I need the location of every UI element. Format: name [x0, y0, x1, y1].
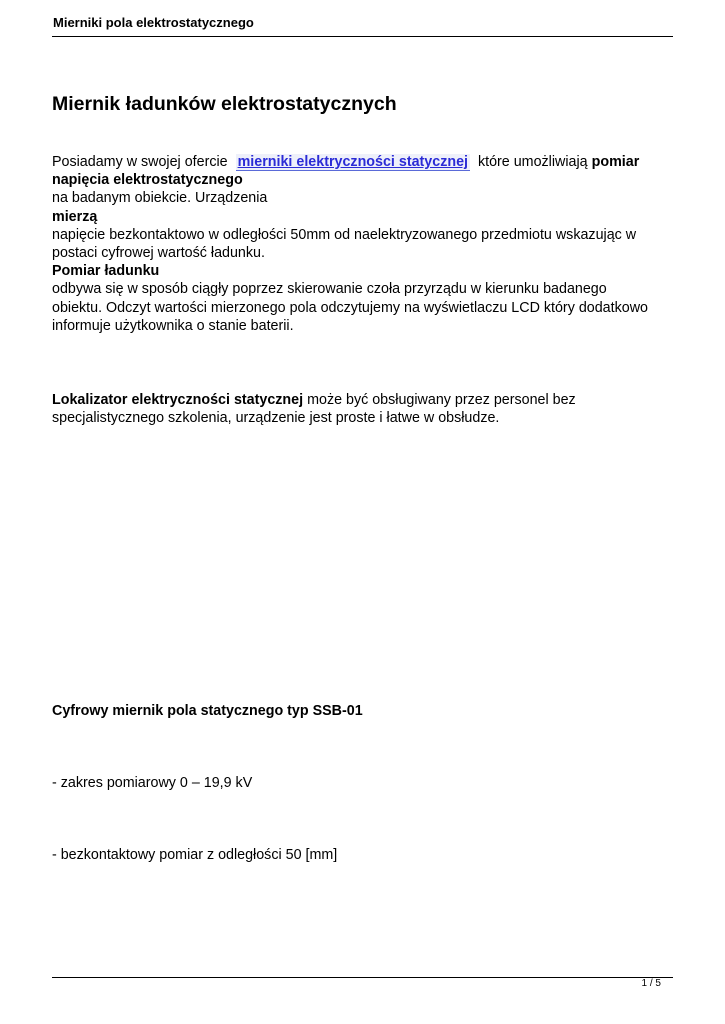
header-divider [52, 36, 673, 37]
text-line: specjalistycznego szkolenia, urządzenie jest proste i łatwe w obsłudze. [52, 410, 500, 427]
locator-paragraph [52, 391, 672, 427]
page-title: Miernik ładunków elektrostatycznych [52, 93, 397, 115]
text-line [52, 391, 672, 409]
bold-line: napięcia elektrostatycznego [52, 172, 243, 189]
text-line [52, 153, 672, 171]
page-number: 1 / 5 [641, 978, 661, 989]
text-segment: Posiadamy w swojej ofercie [52, 154, 228, 170]
running-header: Mierniki pola elektrostatycznego [53, 15, 254, 30]
text-line: odbywa się w sposób ciągły poprzez skierowanie czoła przyrządu w kierunku badanego [52, 281, 607, 298]
text-segment: może być obsługiwany przez personel bez [307, 392, 576, 408]
text-line: na badanym obiekcie. Urządzenia [52, 190, 268, 207]
text-segment: które umożliwiają [477, 154, 588, 170]
spec-item: - zakres pomiarowy 0 – 19,9 kV [52, 775, 253, 791]
product-heading: Cyfrowy miernik pola statycznego typ SSB-01 [52, 703, 363, 719]
footer-divider [52, 977, 673, 978]
static-electricity-meters-link[interactable]: mierniki elektryczności statycznej [237, 154, 469, 170]
bold-text: pomiar [591, 154, 640, 170]
text-line: obiektu. Odczyt wartości mierzonego pola odczytujemy na wyświetlaczu LCD który dodatkowo [52, 299, 648, 316]
text-line: napięcie bezkontaktowo w odległości 50mm od naelektryzowanego przedmiotu wskazując w [52, 226, 637, 243]
text-line: informuje użytkownika o stanie baterii. [52, 317, 294, 334]
spec-item: - bezkontaktowy pomiar z odległości 50 [mm] [52, 847, 338, 863]
text-line: postaci cyfrowej wartość ładunku. [52, 245, 265, 262]
intro-paragraph [52, 153, 672, 335]
bold-text: Lokalizator elektryczności statycznej [52, 392, 304, 408]
bold-line: mierzą [52, 208, 98, 225]
bold-line: Pomiar ładunku [52, 263, 160, 280]
